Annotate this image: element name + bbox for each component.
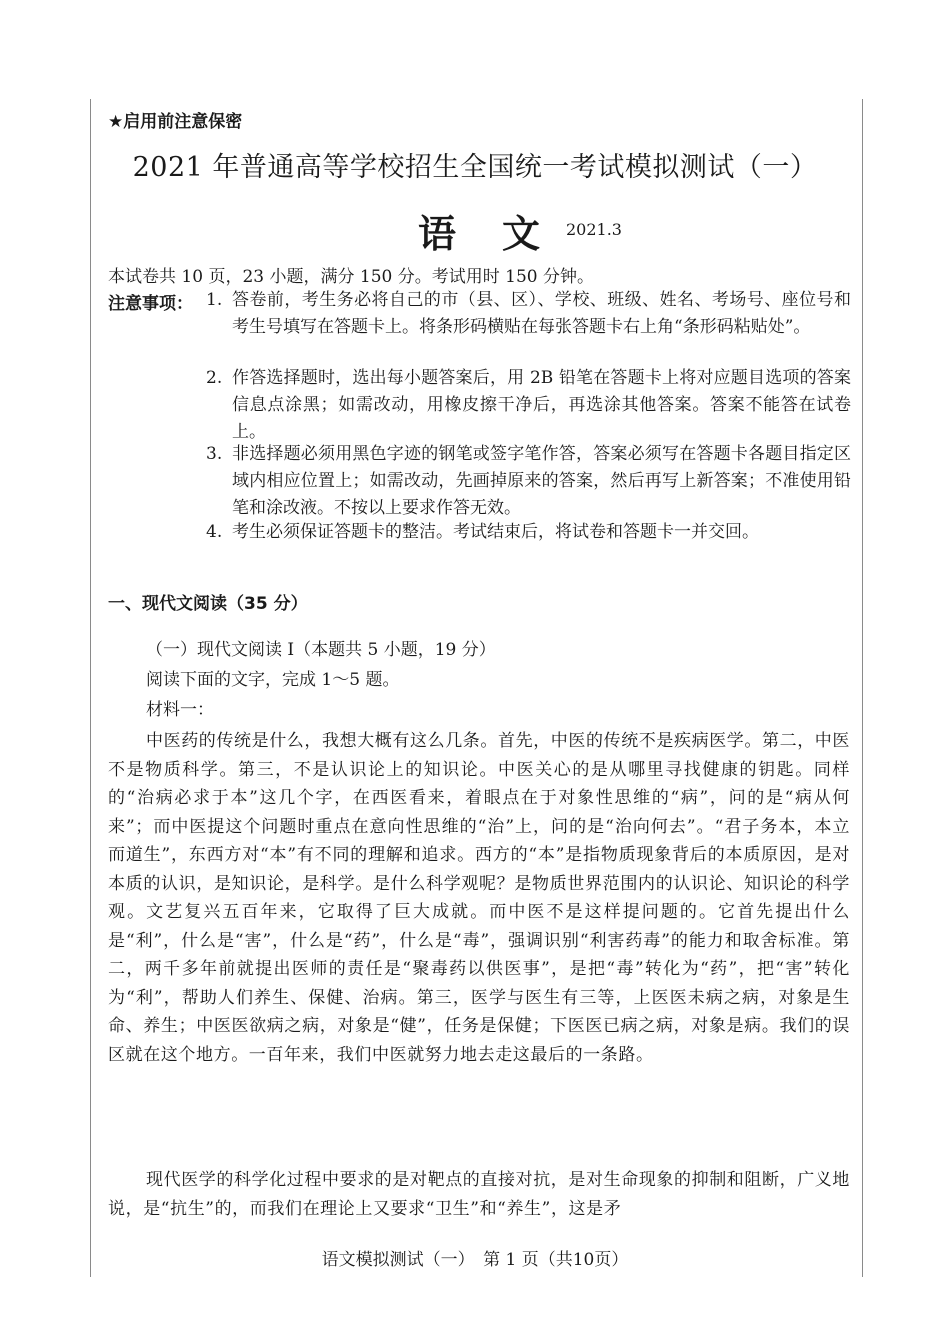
notice-item-text: 答卷前，考生务必将自己的市（县、区）、学校、班级、姓名、考场号、座位号和考生号填写在答题卡上。将条形码横贴在每张答题卡右上角“条形码粘贴处”。 bbox=[232, 290, 851, 337]
passage-paragraph: 中医药的传统是什么，我想大概有这么几条。首先，中医的传统不是疾病医学。第二，中医不是物质科学。第三，不是认识论上的知识论。中医关心的是从哪里寻找健康的钥匙。同样的“治病必求于本”这几个字，在西医看来，着眼点在于对象性思维的“病”，问的是“病从何来”；而中医提这个问题时重点在意向性思维的“治”上，问的是“治向何去”。“君子务本，本立而道生”，东西方对“本”有不同的理解和追求。西方的“本”是指物质现象背后的本质原因，是对本质的认识，是知识论，是科学。是什么科学观呢？是物质世界范围内的认识论、知识论的科学观。文艺复兴五百年来，它取得了巨大成就。而中医不是这样提问题的。它首先提出什么是“利”，什么是“害”，什么是“药”，什么是“毒”，强调识别“利害药毒”的能力和取舍标准。第二，两千多年前就提出医师的责任是“聚毒药以供医事”，是把“毒”转化为“药”，把“害”转化为“利”，帮助人们养生、保健、治病。第三，医学与医生有三等，上医医未病之病，对象是生命、养生；中医医欲病之病，对象是“健”，任务是保健；下医医已病之病，对象是病。我们的误区就在这个地方。一百年来，我们中医就努力地去走这最后的一条路。 bbox=[108, 731, 850, 1065]
page-footer: 语文模拟测试（一） 第 1 页（共10页） bbox=[321, 1250, 629, 1270]
notice-item bbox=[206, 441, 851, 522]
notice-item bbox=[206, 519, 851, 546]
confidential-notice: ★启用前注意保密 bbox=[108, 112, 243, 132]
exam-title: 2021 年普通高等学校招生全国统一考试模拟测试（一） bbox=[132, 152, 818, 183]
notice-item bbox=[206, 365, 851, 446]
exam-date: 2021.3 bbox=[566, 220, 622, 239]
notice-item-number: 1. bbox=[206, 290, 223, 310]
notice-item-text: 考生必须保证答题卡的整洁。考试结束后，将试卷和答题卡一并交回。 bbox=[232, 522, 759, 542]
passage-paragraph: 现代医学的科学化过程中要求的是对靶点的直接对抗，是对生命现象的抑制和阻断，广义地说，是“抗生”的，而我们在理论上又要求“卫生”和“养生”，这是矛 bbox=[108, 1170, 850, 1219]
reading-instruction: 阅读下面的文字，完成 1～5 题。 bbox=[146, 670, 400, 690]
notice-item-text: 非选择题必须用黑色字迹的钢笔或签字笔作答，答案必须写在答题卡各题目指定区域内相应位置上；如需改动，先画掉原来的答案，然后再写上新答案；不准使用铅笔和涂改液。不按以上要求作答无效。 bbox=[232, 444, 851, 518]
notice-item-number: 2. bbox=[206, 368, 223, 388]
subsection-heading: （一）现代文阅读 I（本题共 5 小题，19 分） bbox=[146, 640, 496, 660]
notice-label: 注意事项： bbox=[108, 294, 193, 314]
exam-info: 本试卷共 10 页，23 小题，满分 150 分。考试用时 150 分钟。 bbox=[108, 267, 594, 287]
notice-item-number: 4. bbox=[206, 522, 223, 542]
notice-item bbox=[206, 287, 851, 341]
notice-item-number: 3. bbox=[206, 444, 223, 464]
subject-title: 语 文 bbox=[418, 211, 545, 256]
material-label: 材料一： bbox=[146, 700, 214, 720]
notice-item-text: 作答选择题时，选出每小题答案后，用 2B 铅笔在答题卡上将对应题目选项的答案信息点涂黑；如需改动，用橡皮擦干净后，再选涂其他答案。答案不能答在试卷上。 bbox=[232, 368, 851, 442]
section-heading: 一、现代文阅读（35 分） bbox=[108, 594, 308, 614]
